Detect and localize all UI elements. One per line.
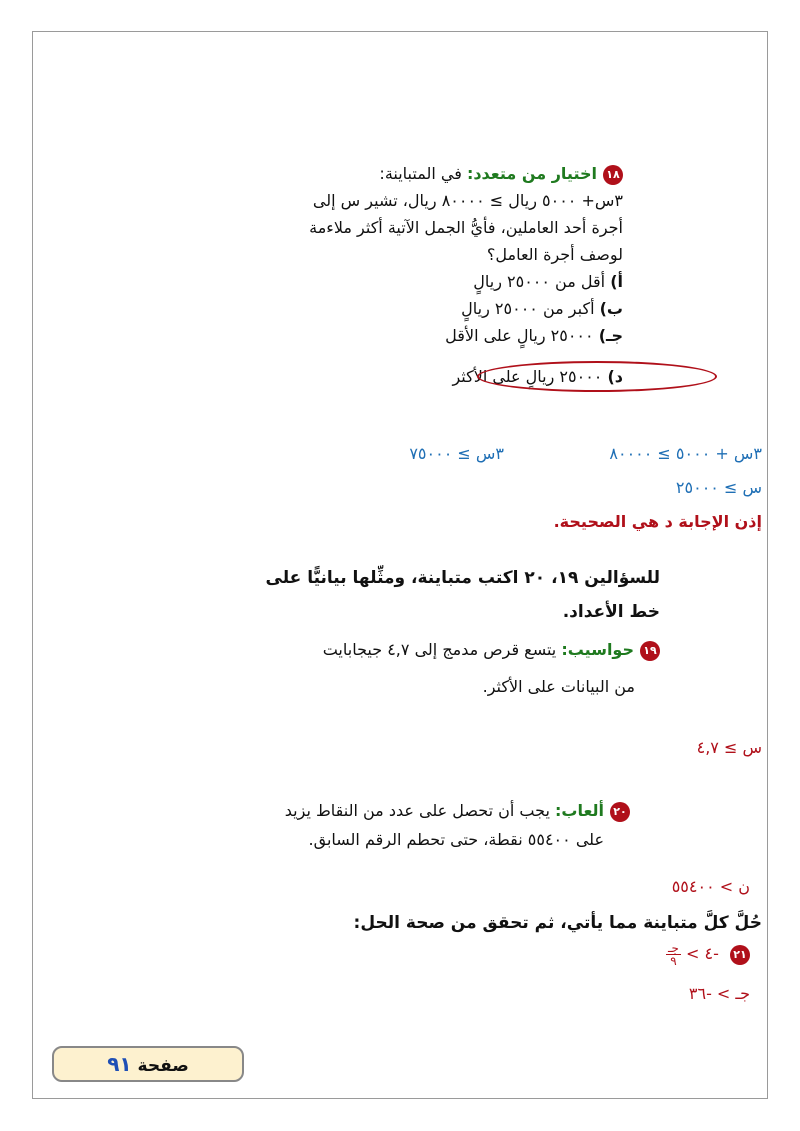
instruction1-line1: للسؤالين ١٩، ٢٠ اكتب متباينة، ومثِّلها بيانيًّا على [265,568,660,588]
solution18-answer: إذن الإجابة د هي الصحيحة. [553,512,762,531]
q18-line1: في المتباينة: [379,164,462,183]
q18-option-b-text: أكبر من ٢٥٠٠٠ ريالٍ [461,299,595,318]
page-number: ٩١ [107,1052,132,1076]
q18-header [379,163,623,185]
q20-solution: ن > ٥٥٤٠٠ [671,877,750,896]
q18-option-a-text: أقل من ٢٥٠٠٠ ريالٍ [473,272,606,291]
q18-option-a[interactable] [473,271,623,293]
q18-number-badge: ١٨ [603,165,623,185]
q21-number-badge: ٢١ [730,945,750,965]
q18-option-b-letter: ب) [599,299,623,318]
q19-line2: من البيانات على الأكثر. [482,677,635,696]
q20-line2: على ٥٥٤٠٠ نقطة، حتى تحطم الرقم السابق. [308,830,604,849]
q21-header [666,940,750,968]
answer-circle-highlight [477,361,717,392]
q21-fraction-numerator: جـ [668,941,679,955]
solution18-eq1-left: ٣س ≥ ٧٥٠٠٠ [409,444,504,463]
instruction1-line2: خط الأعداد. [562,602,660,622]
instruction2: حُلَّ كلَّ متباينة مما يأتي، ثم تحقق من صحة الحل: [353,913,762,933]
q21-fraction [666,942,681,967]
q18-option-b[interactable] [461,298,623,320]
q18-option-c-letter: جـ) [598,326,623,345]
q18-option-a-letter: أ) [610,272,623,291]
q18-line2: ٣س+ ٥٠٠٠ ريال ≥ ٨٠٠٠٠ ريال، تشير س إلى [312,191,623,210]
q18-option-c[interactable] [445,325,623,347]
q19-header [323,639,660,661]
q20-label: ألعاب: [554,801,604,820]
page-label: صفحة [137,1056,189,1076]
q19-solution: س ≥ ٤,٧ [696,738,762,757]
solution18-eq1-right: ٣س + ٥٠٠٠ ≥ ٨٠٠٠٠ [609,444,762,463]
q19-label: حواسيب: [561,640,634,659]
q18-option-c-text: ٢٥٠٠٠ ريالٍ على الأقل [445,326,594,345]
q18-option-d-text: ٢٥٠٠٠ ريالٍ على الأكثر [452,367,603,386]
q19-line1: يتسع قرص مدمج إلى ٤,٧ جيجابايت [322,640,557,659]
q21-fraction-denominator: ٩ [670,954,677,968]
q18-option-d-letter: د) [607,367,623,386]
solution18-eq2: س ≥ ٢٥٠٠٠ [675,478,762,497]
q18-line4: لوصف أجرة العامل؟ [486,245,623,264]
q18-line3: أجرة أحد العاملين، فأيُّ الجمل الآتية أكثر ملاءمة [309,218,623,237]
q19-number-badge: ١٩ [640,641,660,661]
q18-label: اختيار من متعدد: [466,164,597,183]
q21-solution: جـ > -٣٦ [688,984,750,1003]
q21-expr-left: -٤ > [686,944,719,963]
q20-number-badge: ٢٠ [610,802,630,822]
q20-line1: يجب أن تحصل على عدد من النقاط يزيد [284,801,550,820]
page-number-badge [52,1046,244,1082]
q20-header [285,800,630,822]
